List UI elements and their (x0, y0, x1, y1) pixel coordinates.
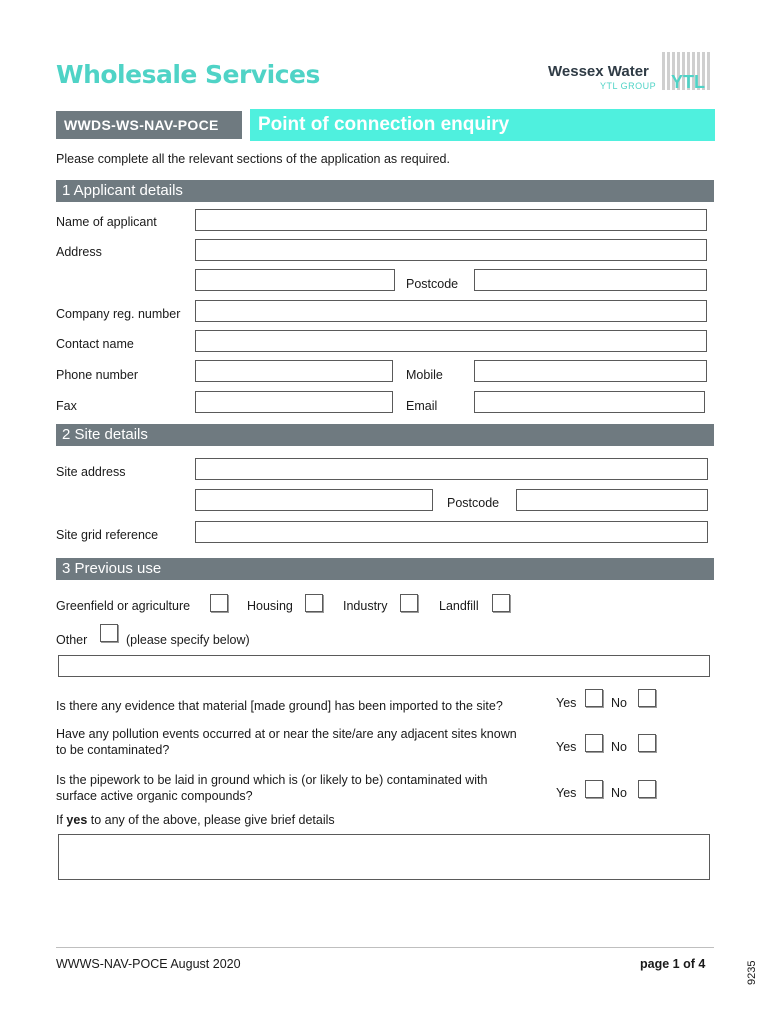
q3-no-label: No (611, 786, 627, 800)
label-site-address: Site address (56, 465, 126, 479)
label-industry: Industry (343, 599, 388, 613)
page-number: page 1 of 4 (640, 957, 706, 971)
intro-text: Please complete all the relevant sections of the application as required. (56, 152, 450, 166)
ytl-logo-mark: YTL (671, 72, 705, 90)
phone-number-field[interactable] (195, 360, 393, 382)
site-address-field-line2[interactable] (195, 489, 433, 511)
label-address: Address (56, 245, 102, 259)
label-postcode: Postcode (406, 277, 459, 291)
wessex-water-logo: Wessex Water (548, 63, 649, 80)
other-specify-field[interactable] (58, 655, 710, 677)
name-of-applicant-field[interactable] (195, 209, 707, 231)
q2-yes-checkbox[interactable] (585, 734, 603, 752)
label-fax: Fax (56, 399, 77, 413)
if-yes-post: to any of the above, please give brief details (87, 813, 335, 827)
brief-details-field[interactable] (58, 834, 710, 880)
if-yes-pre: If (56, 813, 67, 827)
footer-form-ref: WWWS-NAV-POCE August 2020 (56, 957, 241, 971)
question-pollution-line1: Have any pollution events occurred at or near the site/are any adjacent sites known (56, 727, 517, 741)
side-code: 9235 (746, 960, 758, 985)
question-made-ground: Is there any evidence that material [made ground] has been imported to the site? (56, 699, 503, 713)
q2-no-checkbox[interactable] (638, 734, 656, 752)
label-landfill: Landfill (439, 599, 479, 613)
other-note: (please specify below) (126, 633, 250, 647)
label-company-reg: Company reg. number (56, 307, 181, 321)
q1-no-label: No (611, 696, 627, 710)
question-pollution-line2: to be contaminated? (56, 743, 170, 757)
ytl-logo-icon (662, 52, 714, 90)
housing-checkbox[interactable] (305, 594, 323, 612)
if-yes-instruction (56, 812, 335, 828)
address-field-line1[interactable] (195, 239, 707, 261)
label-site-grid-reference: Site grid reference (56, 528, 159, 542)
landfill-checkbox[interactable] (492, 594, 510, 612)
label-email: Email (406, 399, 438, 413)
form-code: WWDS-WS-NAV-POCE (56, 111, 242, 139)
form-title: Point of connection enquiry (250, 109, 715, 141)
site-address-field-line1[interactable] (195, 458, 708, 480)
footer-divider (56, 947, 714, 948)
site-grid-reference-field[interactable] (195, 521, 708, 543)
label-mobile: Mobile (406, 368, 443, 382)
industry-checkbox[interactable] (400, 594, 418, 612)
q3-no-checkbox[interactable] (638, 780, 656, 798)
contact-name-field[interactable] (195, 330, 707, 352)
q3-yes-checkbox[interactable] (585, 780, 603, 798)
section-site-details: 2 Site details (56, 424, 714, 446)
label-phone-number: Phone number (56, 368, 139, 382)
q1-no-checkbox[interactable] (638, 689, 656, 707)
email-field[interactable] (474, 391, 705, 413)
label-site-postcode: Postcode (447, 496, 500, 510)
q2-yes-label: Yes (556, 740, 577, 754)
if-yes-bold: yes (66, 813, 88, 827)
question-pipework-line1: Is the pipework to be laid in ground which is (or likely to be) contaminated with (56, 773, 488, 787)
company-reg-field[interactable] (195, 300, 707, 322)
q1-yes-label: Yes (556, 696, 577, 710)
page-header-title: Wholesale Services (56, 60, 320, 89)
other-checkbox[interactable] (100, 624, 118, 642)
question-pipework-line2: surface active organic compounds? (56, 789, 253, 803)
label-greenfield: Greenfield or agriculture (56, 599, 191, 613)
mobile-field[interactable] (474, 360, 707, 382)
q3-yes-label: Yes (556, 786, 577, 800)
address-field-line2[interactable] (195, 269, 395, 291)
site-postcode-field[interactable] (516, 489, 708, 511)
label-other: Other (56, 633, 88, 647)
label-contact-name: Contact name (56, 337, 134, 351)
postcode-field[interactable] (474, 269, 707, 291)
section-previous-use: 3 Previous use (56, 558, 714, 580)
greenfield-checkbox[interactable] (210, 594, 228, 612)
q2-no-label: No (611, 740, 627, 754)
ytl-group-label: YTL GROUP (600, 81, 657, 91)
section-applicant-details: 1 Applicant details (56, 180, 714, 202)
fax-field[interactable] (195, 391, 393, 413)
label-housing: Housing (247, 599, 293, 613)
q1-yes-checkbox[interactable] (585, 689, 603, 707)
label-name-of-applicant: Name of applicant (56, 215, 157, 229)
